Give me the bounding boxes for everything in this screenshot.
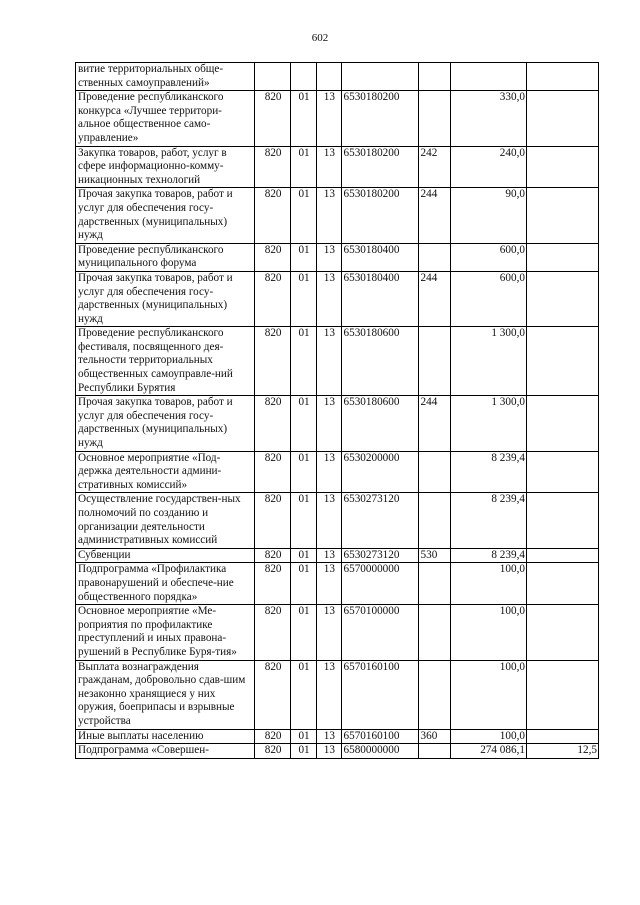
cell-grbs-code: 820: [255, 563, 290, 605]
cell-name: Прочая закупка товаров, работ и услуг для обеспечения госу-дарственных (муниципальных) нужд: [76, 396, 255, 451]
cell-percent: [526, 91, 598, 146]
cell-subsection-code: 13: [317, 396, 341, 451]
cell-target-article: 6530273120: [341, 548, 418, 563]
cell-percent: [526, 563, 598, 605]
table-row: [76, 451, 599, 493]
cell-target-article: 6570000000: [341, 563, 418, 605]
table-row: [76, 563, 599, 605]
cell-section-code: 01: [290, 188, 316, 243]
cell-target-article: 6530180600: [341, 396, 418, 451]
cell-name: Осуществление государствен-ных полномочий по созданию и организации деятельности административных комиссий: [76, 493, 255, 548]
cell-amount: 1 300,0: [450, 396, 526, 451]
cell-name: Закупка товаров, работ, услуг в сфере информационно-комму-никационных технологий: [76, 146, 255, 188]
cell-expense-type: 530: [418, 548, 450, 563]
cell-target-article: 6530180200: [341, 146, 418, 188]
cell-section-code: 01: [290, 243, 316, 271]
cell-subsection-code: 13: [317, 451, 341, 493]
cell-name: Основное мероприятие «Ме-роприятия по профилактике преступлений и иных правона-рушений в Республике Буря-тия»: [76, 605, 255, 660]
cell-name: Иные выплаты населению: [76, 729, 255, 744]
cell-amount: 330,0: [450, 91, 526, 146]
cell-grbs-code: 820: [255, 327, 290, 396]
cell-expense-type: 360: [418, 729, 450, 744]
cell-section-code: 01: [290, 660, 316, 729]
cell-section-code: 01: [290, 327, 316, 396]
cell-amount: 600,0: [450, 243, 526, 271]
cell-target-article: [341, 63, 418, 91]
table-row: [76, 63, 599, 91]
cell-amount: 100,0: [450, 563, 526, 605]
cell-grbs-code: 820: [255, 605, 290, 660]
table-row: [76, 243, 599, 271]
cell-grbs-code: 820: [255, 396, 290, 451]
cell-expense-type: 244: [418, 271, 450, 326]
cell-percent: [526, 63, 598, 91]
cell-name: Субвенции: [76, 548, 255, 563]
cell-grbs-code: 820: [255, 188, 290, 243]
cell-target-article: 6570100000: [341, 605, 418, 660]
table-row: [76, 660, 599, 729]
cell-amount: [450, 63, 526, 91]
cell-grbs-code: 820: [255, 243, 290, 271]
cell-percent: [526, 396, 598, 451]
cell-name: Основное мероприятие «Под-держка деятельности админи-стративных комиссий»: [76, 451, 255, 493]
cell-expense-type: [418, 91, 450, 146]
cell-grbs-code: 820: [255, 91, 290, 146]
cell-amount: 8 239,4: [450, 493, 526, 548]
cell-grbs-code: 820: [255, 729, 290, 744]
cell-expense-type: 242: [418, 146, 450, 188]
cell-amount: 8 239,4: [450, 548, 526, 563]
cell-amount: 240,0: [450, 146, 526, 188]
cell-subsection-code: 13: [317, 605, 341, 660]
table-row: [76, 493, 599, 548]
cell-section-code: 01: [290, 729, 316, 744]
cell-subsection-code: 13: [317, 493, 341, 548]
cell-section-code: 01: [290, 563, 316, 605]
cell-expense-type: [418, 63, 450, 91]
cell-amount: 100,0: [450, 660, 526, 729]
cell-amount: 100,0: [450, 605, 526, 660]
cell-subsection-code: 13: [317, 744, 341, 759]
cell-section-code: 01: [290, 271, 316, 326]
cell-target-article: 6570160100: [341, 660, 418, 729]
cell-percent: [526, 493, 598, 548]
cell-percent: 12,5: [526, 744, 598, 759]
cell-name: витие территориальных обще- ственных самоуправлений»: [76, 63, 255, 91]
table-row: [76, 744, 599, 759]
cell-name: Подпрограмма «Профилактика правонарушений и обеспече-ние общественного порядка»: [76, 563, 255, 605]
cell-target-article: 6530200000: [341, 451, 418, 493]
cell-subsection-code: 13: [317, 188, 341, 243]
cell-name: Прочая закупка товаров, работ и услуг для обеспечения госу-дарственных (муниципальных) нужд: [76, 188, 255, 243]
cell-target-article: 6530180400: [341, 243, 418, 271]
cell-subsection-code: [317, 63, 341, 91]
cell-section-code: 01: [290, 493, 316, 548]
cell-grbs-code: 820: [255, 744, 290, 759]
budget-table-body: [76, 63, 599, 759]
cell-subsection-code: 13: [317, 729, 341, 744]
cell-subsection-code: 13: [317, 91, 341, 146]
cell-name: Проведение республиканского конкурса «Лучшее территори-альное общественное само-управление»: [76, 91, 255, 146]
cell-percent: [526, 605, 598, 660]
cell-section-code: 01: [290, 605, 316, 660]
cell-grbs-code: [255, 63, 290, 91]
cell-section-code: 01: [290, 548, 316, 563]
cell-name: Проведение республиканского муниципального форума: [76, 243, 255, 271]
cell-amount: 90,0: [450, 188, 526, 243]
cell-percent: [526, 146, 598, 188]
cell-subsection-code: 13: [317, 563, 341, 605]
cell-percent: [526, 548, 598, 563]
cell-subsection-code: 13: [317, 146, 341, 188]
cell-target-article: 6530180200: [341, 188, 418, 243]
cell-grbs-code: 820: [255, 660, 290, 729]
cell-section-code: [290, 63, 316, 91]
cell-subsection-code: 13: [317, 327, 341, 396]
cell-section-code: 01: [290, 146, 316, 188]
cell-grbs-code: 820: [255, 493, 290, 548]
cell-percent: [526, 271, 598, 326]
cell-target-article: 6580000000: [341, 744, 418, 759]
cell-expense-type: [418, 660, 450, 729]
cell-amount: 100,0: [450, 729, 526, 744]
cell-percent: [526, 327, 598, 396]
cell-name: Прочая закупка товаров, работ и услуг для обеспечения госу-дарственных (муниципальных) нужд: [76, 271, 255, 326]
cell-percent: [526, 188, 598, 243]
cell-section-code: 01: [290, 744, 316, 759]
cell-target-article: 6530273120: [341, 493, 418, 548]
cell-subsection-code: 13: [317, 271, 341, 326]
table-row: [76, 396, 599, 451]
cell-section-code: 01: [290, 451, 316, 493]
cell-percent: [526, 451, 598, 493]
cell-expense-type: [418, 493, 450, 548]
table-row: [76, 729, 599, 744]
cell-target-article: 6570160100: [341, 729, 418, 744]
cell-expense-type: 244: [418, 396, 450, 451]
table-row: [76, 146, 599, 188]
table-row: [76, 271, 599, 326]
cell-expense-type: 244: [418, 188, 450, 243]
cell-target-article: 6530180400: [341, 271, 418, 326]
cell-amount: 600,0: [450, 271, 526, 326]
cell-section-code: 01: [290, 91, 316, 146]
cell-expense-type: [418, 327, 450, 396]
cell-expense-type: [418, 605, 450, 660]
cell-expense-type: [418, 563, 450, 605]
cell-grbs-code: 820: [255, 548, 290, 563]
cell-amount: 274 086,1: [450, 744, 526, 759]
cell-expense-type: [418, 744, 450, 759]
cell-amount: 8 239,4: [450, 451, 526, 493]
page-number: 602: [311, 32, 329, 44]
cell-expense-type: [418, 451, 450, 493]
cell-target-article: 6530180600: [341, 327, 418, 396]
table-row: [76, 548, 599, 563]
cell-subsection-code: 13: [317, 243, 341, 271]
cell-percent: [526, 660, 598, 729]
table-row: [76, 605, 599, 660]
cell-name: Выплата вознаграждения гражданам, добровольно сдав-шим незаконно хранящиеся у них оружия, боеприпасы и взрывные устройства: [76, 660, 255, 729]
cell-subsection-code: 13: [317, 660, 341, 729]
cell-grbs-code: 820: [255, 146, 290, 188]
cell-target-article: 6530180200: [341, 91, 418, 146]
cell-percent: [526, 729, 598, 744]
cell-grbs-code: 820: [255, 451, 290, 493]
cell-grbs-code: 820: [255, 271, 290, 326]
cell-expense-type: [418, 243, 450, 271]
table-row: [76, 91, 599, 146]
cell-section-code: 01: [290, 396, 316, 451]
cell-name: Проведение республиканского фестиваля, посвященного дея-тельности территориальных общественных самоуправле-ний Республики Бурятия: [76, 327, 255, 396]
table-row: [76, 188, 599, 243]
cell-subsection-code: 13: [317, 548, 341, 563]
cell-amount: 1 300,0: [450, 327, 526, 396]
budget-table: [75, 62, 599, 759]
table-row: [76, 327, 599, 396]
cell-name: Подпрограмма «Совершен-: [76, 744, 255, 759]
cell-percent: [526, 243, 598, 271]
